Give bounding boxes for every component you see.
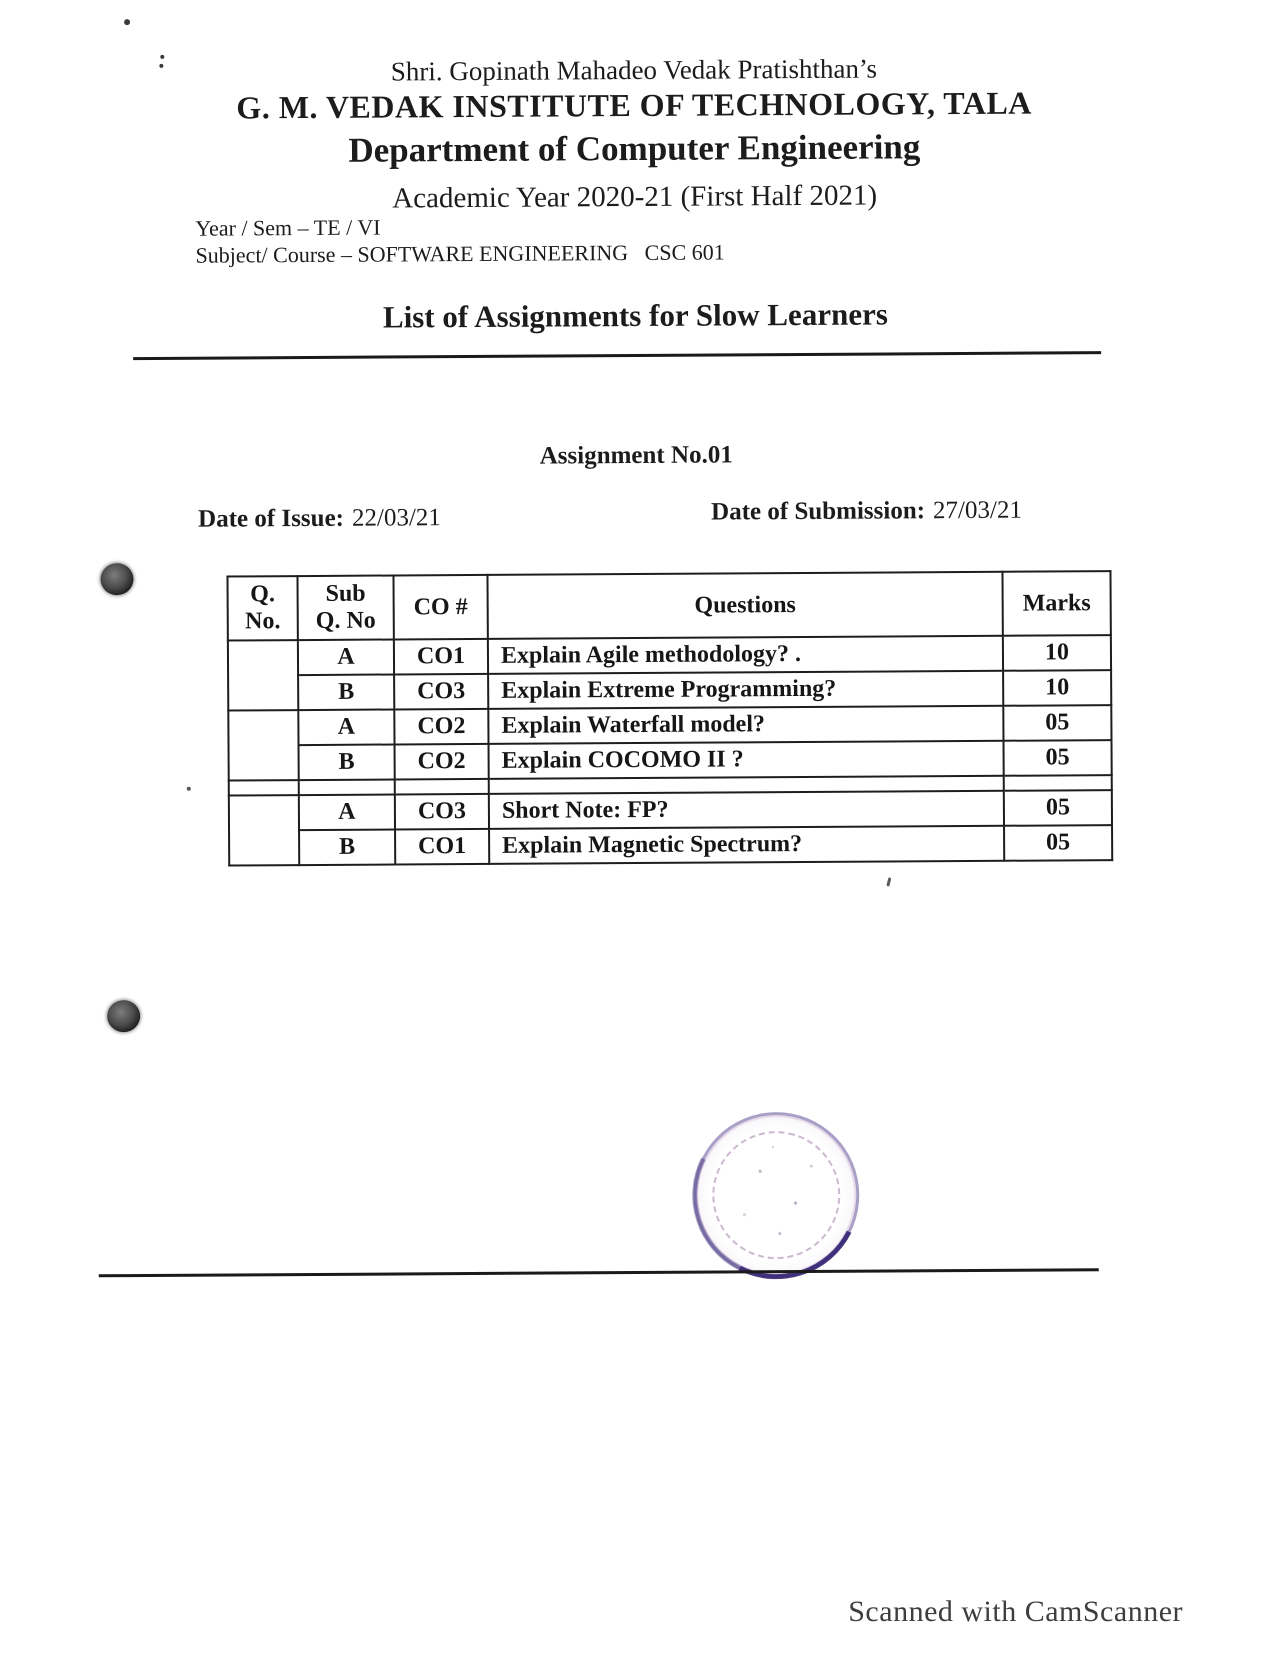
col-header-marks: Marks xyxy=(1002,571,1110,636)
scan-speck xyxy=(187,787,191,791)
subject-course-line: Subject/ Course – SOFTWARE ENGINEERING CSC 601 xyxy=(195,239,725,268)
q-no-cell xyxy=(228,640,298,710)
table-row xyxy=(228,705,1111,745)
marks-cell: 05 xyxy=(1004,825,1112,861)
title-underline-rule xyxy=(133,351,1101,360)
marks-cell: 05 xyxy=(1004,790,1112,826)
co-cell: CO3 xyxy=(394,674,488,710)
question-cell: Short Note: FP? xyxy=(489,791,1004,829)
circular-seal-stamp xyxy=(693,1112,860,1279)
empty-cell xyxy=(1004,775,1112,791)
table-row xyxy=(228,670,1111,710)
table-header-row xyxy=(227,571,1110,640)
question-cell: Explain Extreme Programming? xyxy=(488,671,1003,709)
page-title: List of Assignments for Slow Learners xyxy=(382,296,888,335)
col-header-sub-q-no-line1: Sub xyxy=(325,580,366,608)
punch-hole xyxy=(100,563,133,595)
col-header-sub-q-no-line2: Q. No xyxy=(315,607,376,634)
institute-name: G. M. VEDAK INSTITUTE OF TECHNOLOGY, TALA xyxy=(236,84,1032,126)
sub-q-cell: A xyxy=(298,709,394,745)
scan-speck xyxy=(124,19,130,25)
sub-q-cell: A xyxy=(298,639,394,675)
col-header-q-no xyxy=(227,576,297,640)
camscanner-watermark: Scanned with CamScanner xyxy=(848,1595,1183,1628)
empty-cell xyxy=(299,779,395,795)
empty-cell xyxy=(229,780,299,795)
assignment-number-heading: Assignment No.01 xyxy=(539,441,733,470)
scan-speck xyxy=(886,877,891,886)
date-of-issue-value: 22/03/21 xyxy=(351,504,441,532)
table-row xyxy=(229,790,1112,830)
marks-cell: 05 xyxy=(1003,705,1111,741)
table-row xyxy=(229,740,1112,780)
co-cell: CO1 xyxy=(395,829,489,865)
co-cell: CO1 xyxy=(394,639,488,675)
question-cell: Explain Waterfall model? xyxy=(488,706,1003,744)
date-of-issue-label: Date of Issue: xyxy=(198,504,345,533)
marks-cell: 10 xyxy=(1003,635,1111,671)
sub-q-cell: B xyxy=(299,829,395,865)
question-cell: Explain Magnetic Spectrum? xyxy=(489,826,1004,864)
col-header-q-no-line2: No. xyxy=(245,608,281,635)
footer-rule xyxy=(99,1268,1099,1277)
department-name: Department of Computer Engineering xyxy=(348,127,921,170)
table-row xyxy=(229,825,1112,865)
q-no-cell xyxy=(228,710,298,780)
sub-q-cell: B xyxy=(298,674,394,710)
date-of-issue xyxy=(198,504,441,533)
q-no-cell xyxy=(229,795,299,865)
sub-q-cell: B xyxy=(299,744,395,780)
punch-hole xyxy=(107,1000,140,1032)
marks-cell: 10 xyxy=(1003,670,1111,706)
academic-year: Academic Year 2020-21 (First Half 2021) xyxy=(392,179,878,215)
table-row xyxy=(228,635,1111,675)
col-header-sub-q-no xyxy=(297,575,393,640)
col-header-questions: Questions xyxy=(487,572,1002,639)
marks-cell: 05 xyxy=(1004,740,1112,776)
year-sem-line: Year / Sem – TE / VI xyxy=(195,214,381,241)
co-cell: CO3 xyxy=(395,794,489,830)
empty-cell xyxy=(395,779,489,795)
question-cell: Explain Agile methodology? . xyxy=(488,636,1003,674)
trust-name: Shri. Gopinath Mahadeo Vedak Pratishthan’s xyxy=(390,53,878,87)
date-of-submission xyxy=(711,497,1022,527)
assignments-table xyxy=(226,570,1113,866)
sub-q-cell: A xyxy=(299,794,395,830)
date-of-submission-label: Date of Submission: xyxy=(711,497,926,526)
col-header-co: CO # xyxy=(393,575,487,640)
co-cell: CO2 xyxy=(395,744,489,780)
question-cell: Explain COCOMO II ? xyxy=(489,741,1004,779)
col-header-q-no-line1: Q. xyxy=(250,581,275,608)
co-cell: CO2 xyxy=(394,709,488,745)
date-of-submission-value: 27/03/21 xyxy=(932,496,1023,525)
